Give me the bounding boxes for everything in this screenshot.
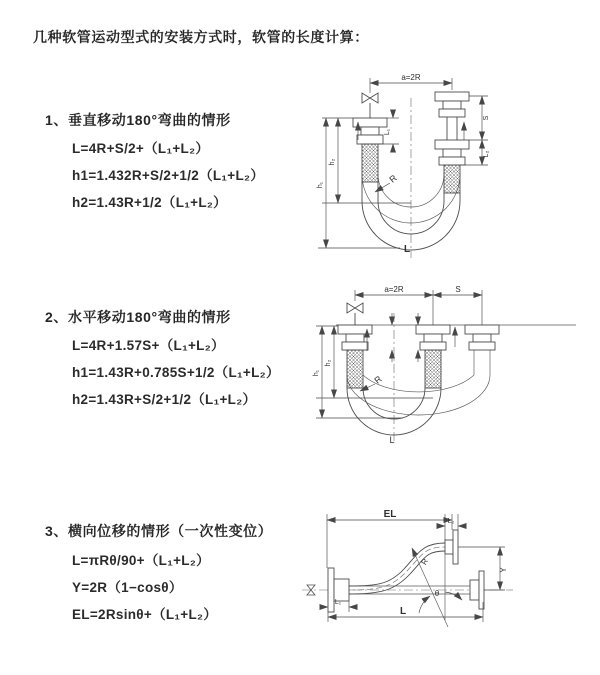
flange-neck [361,127,379,135]
diagram-lateral-displacement [298,500,598,655]
diagram-horizontal-180-bend [308,283,596,458]
dim-label-L1: L₁ [334,599,342,606]
dim-label-a2r: a=2R [384,285,404,294]
section-3-formula-Y: Y=2R（1−cosθ） [72,580,183,595]
section-3-heading: 3、横向位移的情形（一次性变位） [45,523,273,539]
dim-label-h1: h₁ [317,181,324,189]
flange-hub [439,157,465,165]
radius-leader [375,172,399,192]
braided-hose-section [444,165,460,193]
dim-label-S: S [455,285,461,294]
dim-extended-length [327,509,452,568]
dim-label-S: S [483,115,490,121]
dim-end-left [378,110,399,152]
dim-label-h1: h₁ [313,369,320,377]
diagram-vertical-180-bend [314,70,596,265]
valve-icon [362,93,378,118]
section-3-formula-L: L=πRθ/90+（L₁+L₂） [72,553,210,568]
dim-label-R: R [372,373,384,386]
dim-length [328,602,483,622]
flange-hub [357,135,383,144]
hose-s-curve [349,543,445,594]
flange-hub [439,109,465,117]
dim-label-L1: L₁ [384,128,391,136]
braided-hose-section [362,144,378,182]
dim-label-h2: h₂ [329,158,336,166]
valve-icon [347,303,363,325]
dim-heights [313,326,433,418]
right-pipe-assembly [465,290,499,350]
fitting-length-ticks [392,313,418,362]
dim-label-R: R [419,556,431,567]
right-flange-original [470,571,484,609]
dim-top-span [370,73,452,93]
dim-label-L: L [399,606,407,617]
dim-label-theta: θ [434,589,440,598]
section-3-formula-EL: EL=2Rsinθ+（L₁+L₂） [72,607,218,622]
radius-leader [360,373,384,391]
dim-right-side [460,96,490,165]
flange [435,92,469,101]
dim-label-Y: Y [499,567,508,573]
section-2-formula-h2: h2=1.43R+S/2+1/2（L₁+L₂） [72,392,257,407]
section-2-heading: 2、水平移动180°弯曲的情形 [45,309,231,325]
dim-label-R: R [387,172,399,185]
dim-label-L2: L₂ [447,518,455,525]
right-pipe-assembly [435,92,469,193]
dim-top-span [355,285,482,301]
section-1-formula-h2: h2=1.43R+1/2（L₁+L₂） [72,195,227,210]
middle-pipe-assembly [416,290,450,388]
dim-end-left [320,599,357,612]
flange [435,140,469,149]
dim-end-right [437,514,466,540]
section-1-formula-h1: h1=1.432R+S/2+1/2（L₁+L₂） [72,168,265,183]
dim-label-L2: L₂ [483,150,490,158]
dim-label-h2: h₂ [325,359,332,367]
dim-label-EL: EL [383,509,397,520]
page-title: 几种软管运动型式的安装方式时，软管的长度计算： [33,29,369,45]
dim-label-a2r: a=2R [401,73,421,82]
section-2-formula-h1: h1=1.43R+0.785S+1/2（L₁+L₂） [72,365,280,380]
flange-neck [443,101,461,109]
braided-hose-section [347,350,363,388]
dim-label-L: L [403,244,411,255]
section-1-formula-L: L=4R+S/2+（L₁+L₂） [72,141,210,156]
braided-hose-section [425,350,441,388]
section-2-formula-L: L=4R+1.57S+（L₁+L₂） [72,338,225,353]
section-1-heading: 1、垂直移动180°弯曲的情形 [45,112,231,128]
flange-neck [443,149,461,157]
right-flange-displaced [445,530,458,564]
hose-bend-arcs [347,350,490,435]
dim-label-L: L [389,435,395,445]
